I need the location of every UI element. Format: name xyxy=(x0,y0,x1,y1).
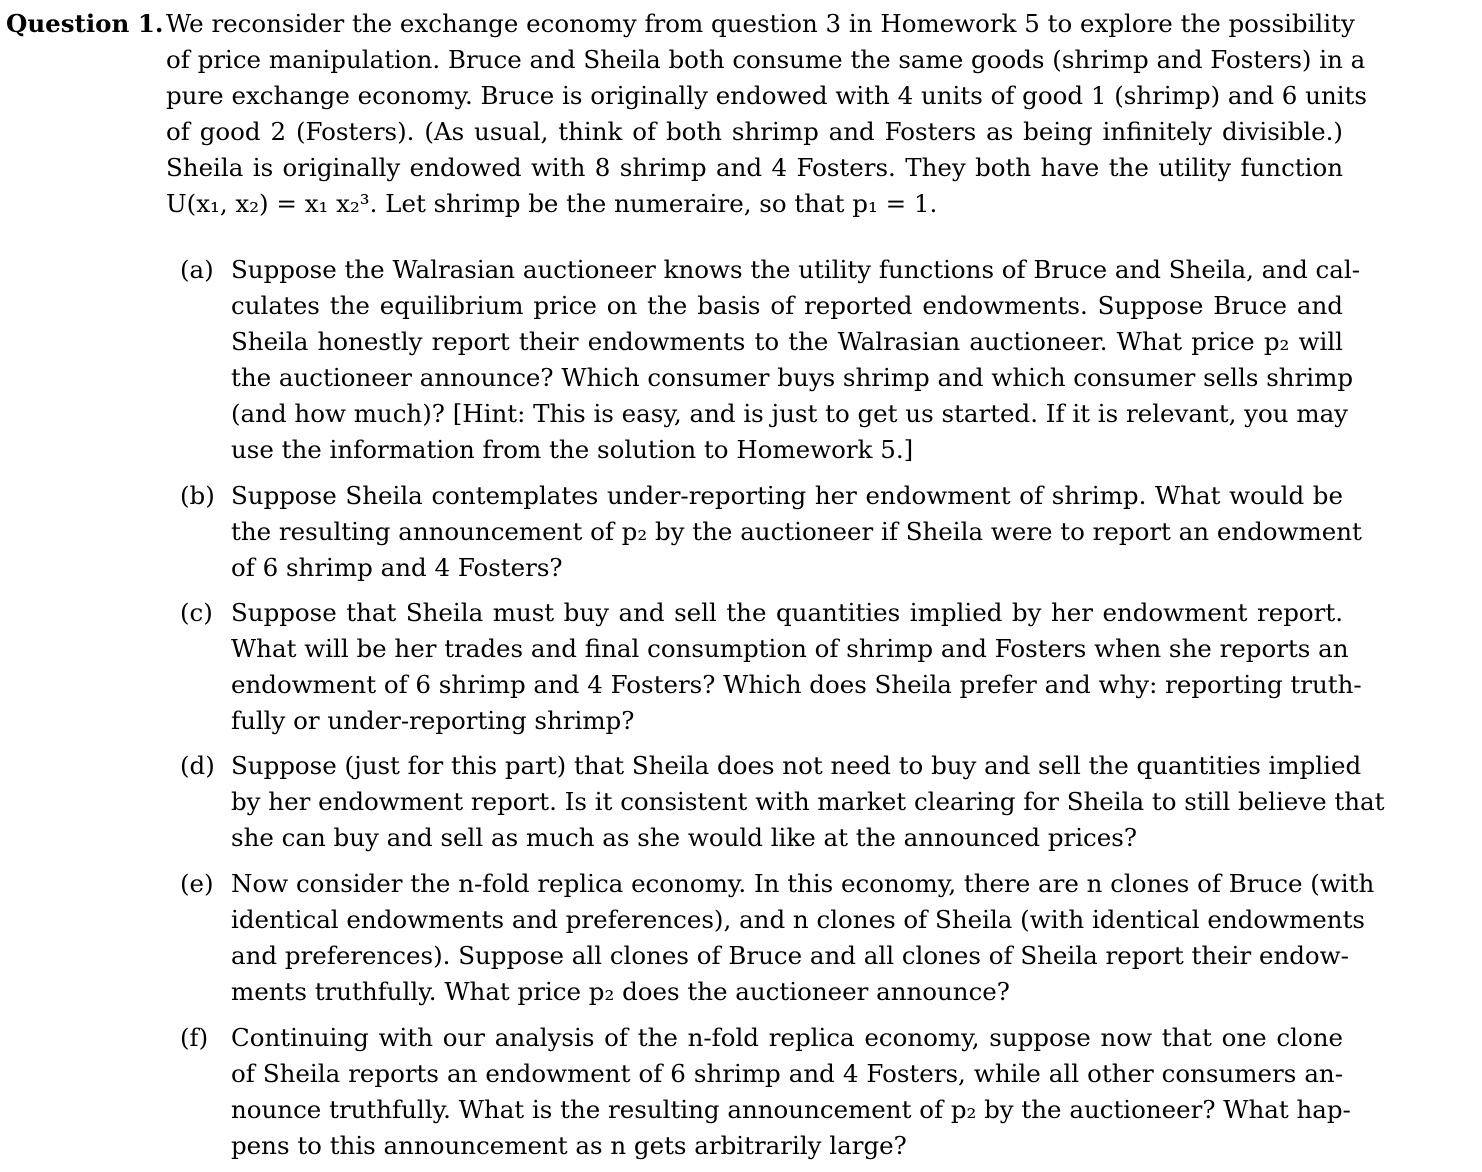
part-line: Continuing with our analysis of the n-fold replica economy, suppose now that one clone xyxy=(231,1023,1343,1052)
part-line: (and how much)? [Hint: This is easy, and is just to get us started. If it is relevant, you may xyxy=(231,399,1349,428)
part-line: nounce truthfully. What is the resulting announcement of p₂ by the auctioneer? What hap- xyxy=(231,1095,1351,1124)
part-line: by her endowment report. Is it consistent with market clearing for Sheila to still believe that xyxy=(231,787,1385,816)
part-line: Sheila honestly report their endowments to the Walrasian auctioneer. What price p₂ will xyxy=(231,327,1343,356)
part-label: (f) xyxy=(180,1023,209,1052)
intro-line: We reconsider the exchange economy from question 3 in Homework 5 to explore the possibility xyxy=(166,9,1355,38)
part-label: (d) xyxy=(180,751,215,780)
part-label: (b) xyxy=(180,481,215,510)
part-line: identical endowments and preferences), and n clones of Sheila (with identical endowments xyxy=(231,905,1365,934)
part-line: she can buy and sell as much as she would like at the announced prices? xyxy=(231,823,1137,852)
question-label: Question 1. xyxy=(6,9,164,38)
part-line: of Sheila reports an endowment of 6 shrimp and 4 Fosters, while all other consumers an- xyxy=(231,1059,1343,1088)
part-line: pens to this announcement as n gets arbitrarily large? xyxy=(231,1131,907,1160)
part-line: fully or under-reporting shrimp? xyxy=(231,706,635,735)
part-line: Now consider the n-fold replica economy. In this economy, there are n clones of Bruce (with xyxy=(231,869,1375,898)
part-line: Suppose that Sheila must buy and sell the quantities implied by her endowment report. xyxy=(231,598,1343,627)
part-line: the auctioneer announce? Which consumer buys shrimp and which consumer sells shrimp xyxy=(231,363,1354,392)
intro-line: of good 2 (Fosters). (As usual, think of both shrimp and Fosters as being infinitely divisible.) xyxy=(166,117,1343,146)
part-line: culates the equilibrium price on the basis of reported endowments. Suppose Bruce and xyxy=(231,291,1343,320)
part-label: (e) xyxy=(180,869,214,898)
intro-line: of price manipulation. Bruce and Sheila both consume the same goods (shrimp and Fosters) in a xyxy=(166,45,1366,74)
intro-line: Sheila is originally endowed with 8 shrimp and 4 Fosters. They both have the utility function xyxy=(166,153,1343,182)
part-label: (a) xyxy=(180,255,214,284)
part-line: Suppose (just for this part) that Sheila does not need to buy and sell the quantities implied xyxy=(231,751,1362,780)
part-line: and preferences). Suppose all clones of Bruce and all clones of Sheila report their endow- xyxy=(231,941,1349,970)
part-line: use the information from the solution to Homework 5.] xyxy=(231,435,914,464)
intro-line: pure exchange economy. Bruce is originally endowed with 4 units of good 1 (shrimp) and 6 units xyxy=(166,81,1367,110)
part-line: Suppose the Walrasian auctioneer knows the utility functions of Bruce and Sheila, and cal- xyxy=(231,255,1360,284)
part-label: (c) xyxy=(180,598,213,627)
part-line: endowment of 6 shrimp and 4 Fosters? Which does Sheila prefer and why: reporting truth- xyxy=(231,670,1362,699)
part-line: of 6 shrimp and 4 Fosters? xyxy=(231,553,563,582)
part-line: the resulting announcement of p₂ by the auctioneer if Sheila were to report an endowment xyxy=(231,517,1362,546)
intro-line: U(x₁, x₂) = x₁ x₂³. Let shrimp be the numeraire, so that p₁ = 1. xyxy=(166,189,938,218)
part-line: What will be her trades and final consumption of shrimp and Fosters when she reports an xyxy=(231,634,1349,663)
part-line: ments truthfully. What price p₂ does the auctioneer announce? xyxy=(231,977,1010,1006)
part-line: Suppose Sheila contemplates under-reporting her endowment of shrimp. What would be xyxy=(231,481,1343,510)
